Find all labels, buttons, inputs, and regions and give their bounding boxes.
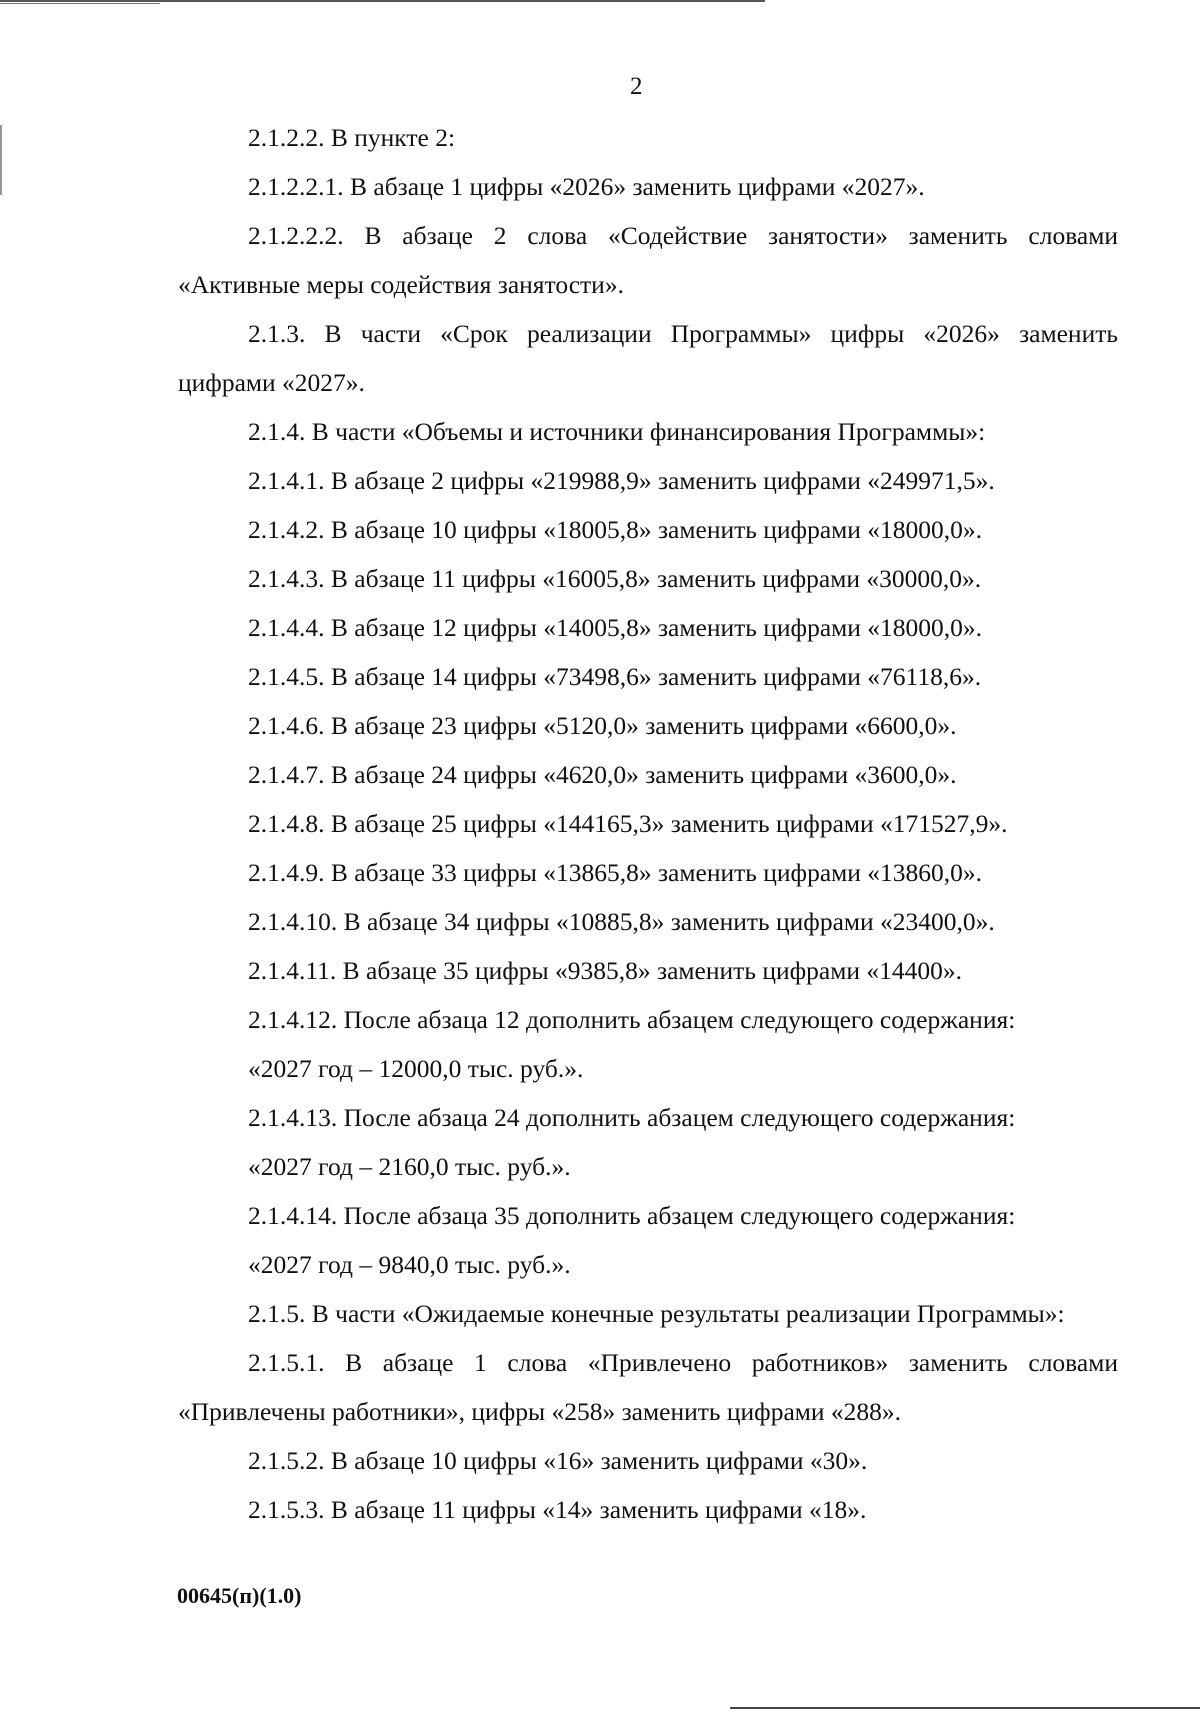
paragraph: 2.1.4.2. В абзаце 10 цифры «18005,8» заменить цифрами «18000,0». <box>248 515 983 544</box>
paragraph: 2.1.4.12. После абзаца 12 дополнить абзацем следующего содержания: <box>248 1005 1016 1034</box>
paragraph: 2.1.4. В части «Объемы и источники финансирования Программы»: <box>248 417 986 446</box>
paragraph: 2.1.5. В части «Ожидаемые конечные результаты реализации Программы»: <box>248 1299 1065 1328</box>
paragraph: 2.1.4.4. В абзаце 12 цифры «14005,8» заменить цифрами «18000,0». <box>248 613 983 642</box>
scan-edge-top <box>0 0 765 2</box>
scan-edge-left <box>0 125 2 195</box>
paragraph: 2.1.4.6. В абзаце 23 цифры «5120,0» заменить цифрами «6600,0». <box>248 711 957 740</box>
document-body <box>178 113 1118 1534</box>
paragraph: 2.1.4.9. В абзаце 33 цифры «13865,8» заменить цифрами «13860,0». <box>248 858 983 887</box>
document-code: 00645(п)(1.0) <box>177 1583 302 1608</box>
paragraph: 2.1.5.1. В абзаце 1 слова «Привлечено работников» заменить словами «Привлечены работники», цифры «258» заменить цифрами «288». <box>178 1348 1118 1426</box>
paragraph: 2.1.4.13. После абзаца 24 дополнить абзацем следующего содержания: <box>248 1103 1016 1132</box>
paragraph: 2.1.2.2.1. В абзаце 1 цифры «2026» заменить цифрами «2027». <box>248 172 925 201</box>
quoted-insertion: «2027 год – 9840,0 тыс. руб.». <box>248 1250 571 1279</box>
page-number: 2 <box>630 73 643 100</box>
paragraph: 2.1.2.2.2. В абзаце 2 слова «Содействие занятости» заменить словами «Активные меры содействия занятости». <box>178 221 1118 299</box>
paragraph: 2.1.4.3. В абзаце 11 цифры «16005,8» заменить цифрами «30000,0». <box>248 564 982 593</box>
paragraph: 2.1.4.5. В абзаце 14 цифры «73498,6» заменить цифрами «76118,6». <box>248 662 982 691</box>
paragraph: 2.1.4.10. В абзаце 34 цифры «10885,8» заменить цифрами «23400,0». <box>248 907 995 936</box>
quoted-insertion: «2027 год – 12000,0 тыс. руб.». <box>248 1054 584 1083</box>
paragraph: 2.1.4.14. После абзаца 35 дополнить абзацем следующего содержания: <box>248 1201 1016 1230</box>
scan-edge-bottom <box>730 1707 1200 1709</box>
paragraph: 2.1.4.8. В абзаце 25 цифры «144165,3» заменить цифрами «171527,9». <box>248 809 1008 838</box>
paragraph: 2.1.5.2. В абзаце 10 цифры «16» заменить цифрами «30». <box>248 1446 868 1475</box>
paragraph: 2.1.2.2. В пункте 2: <box>248 123 456 152</box>
paragraph: 2.1.3. В части «Срок реализации Программы» цифры «2026» заменить цифрами «2027». <box>178 319 1118 397</box>
paragraph: 2.1.4.1. В абзаце 2 цифры «219988,9» заменить цифрами «249971,5». <box>248 466 995 495</box>
paragraph: 2.1.4.11. В абзаце 35 цифры «9385,8» заменить цифрами «14400». <box>248 956 962 985</box>
paragraph: 2.1.4.7. В абзаце 24 цифры «4620,0» заменить цифрами «3600,0». <box>248 760 957 789</box>
quoted-insertion: «2027 год – 2160,0 тыс. руб.». <box>248 1152 571 1181</box>
paragraph: 2.1.5.3. В абзаце 11 цифры «14» заменить цифрами «18». <box>248 1495 867 1524</box>
scan-edge-top-secondary <box>0 3 160 4</box>
